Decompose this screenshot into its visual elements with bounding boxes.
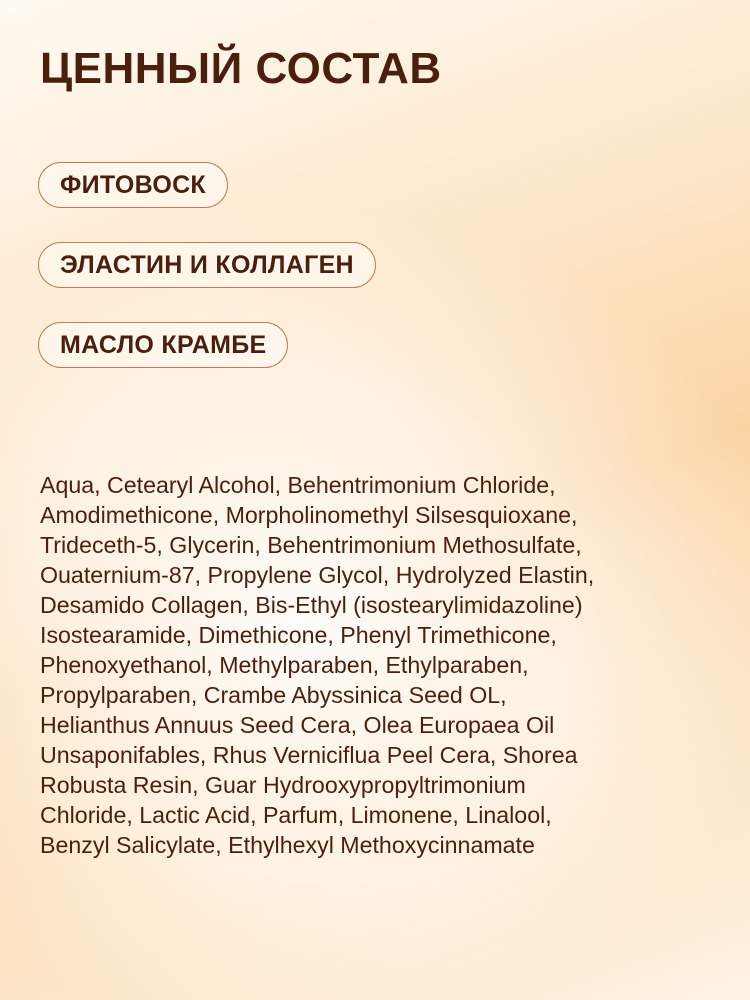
ingredients-list: Aqua, Cetearyl Alcohol, Behentrimonium Chloride, Amodimethicone, Morpholinomethyl Silsesquioxane, Trideceth-5, Glycerin, Behentrimonium Methosulfate, Ouaternium-87, Propylene Glycol, Hydrolyzed Elastin, Desamido Collagen, Bis-Ethyl (isostearylimidazoline) Isostearamide, Dimethicone, Phenyl Trimethicone, Phenoxyethanol, Methylparaben, Ethylparaben, Propylparaben, Crambe Abyssinica Seed OL, Helianthus Annuus Seed Cera, Olea Europaea Oil Unsaponifables, Rhus Verniciflua Peel Cera, Shorea Robusta Resin, Guar Hydrooxypropyltrimonium Chloride, Lactic Acid, Parfum, Limonene, Linalool, Benzyl Salicylate, Ethylhexyl Methoxycinnamate bbox=[40, 472, 595, 858]
highlight-list bbox=[38, 162, 376, 402]
highlight-pill-phytowax: ФИТОВОСК bbox=[38, 162, 228, 208]
highlight-pill-elastin-collagen: ЭЛАСТИН И КОЛЛАГЕН bbox=[38, 242, 376, 288]
page-title: ЦЕННЫЙ СОСТАВ bbox=[40, 44, 442, 93]
highlight-pill-crambe-oil: МАСЛО КРАМБЕ bbox=[38, 322, 288, 368]
